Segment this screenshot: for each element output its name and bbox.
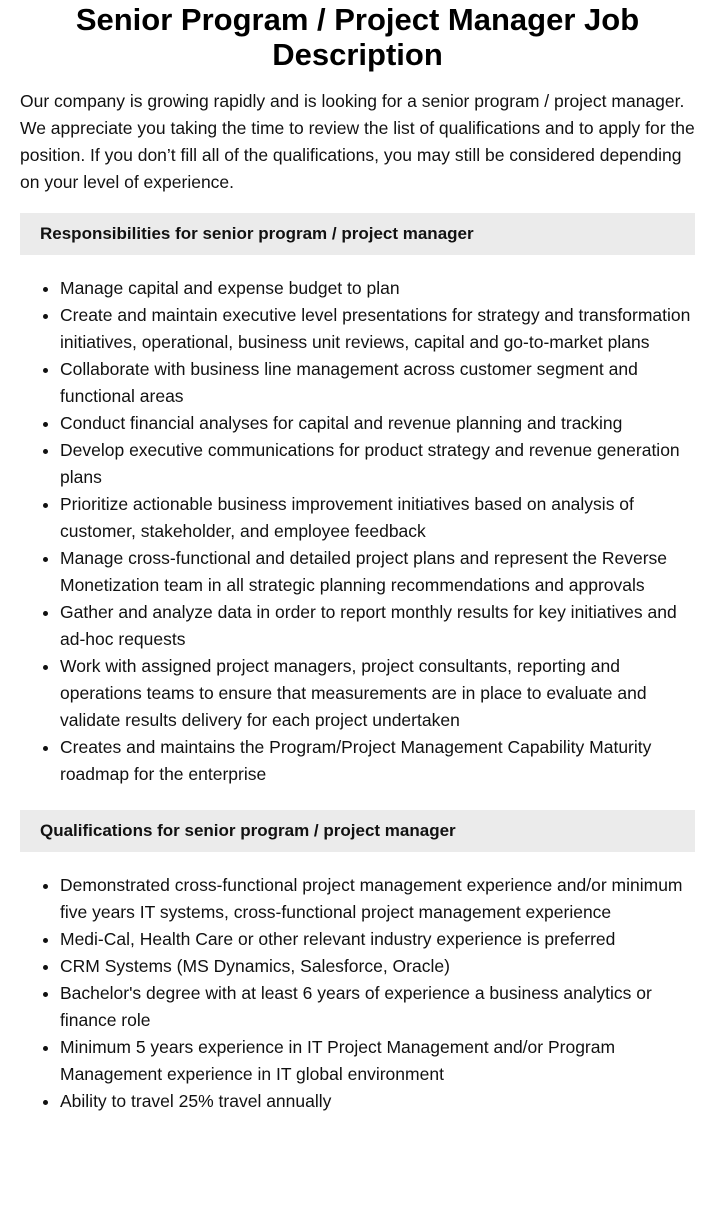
qualifications-list bbox=[20, 872, 695, 1115]
list-item: • Minimum 5 years experience in IT Project Management and/or Program Management experience in IT global environment bbox=[60, 1034, 695, 1088]
list-item: • Manage cross-functional and detailed project plans and represent the Reverse Monetization team in all strategic planning recommendations and approvals bbox=[60, 545, 695, 599]
list-item: • CRM Systems (MS Dynamics, Salesforce, Oracle) bbox=[60, 953, 695, 980]
list-item: • Medi-Cal, Health Care or other relevant industry experience is preferred bbox=[60, 926, 695, 953]
list-item: • Gather and analyze data in order to report monthly results for key initiatives and ad-hoc requests bbox=[60, 599, 695, 653]
responsibilities-list bbox=[20, 275, 695, 788]
list-item: • Work with assigned project managers, project consultants, reporting and operations teams to ensure that measurements are in place to evaluate and validate results delivery for each project undertaken bbox=[60, 653, 695, 734]
list-item: • Creates and maintains the Program/Project Management Capability Maturity roadmap for the enterprise bbox=[60, 734, 695, 788]
list-item: • Manage capital and expense budget to plan bbox=[60, 275, 695, 302]
intro-paragraph: Our company is growing rapidly and is looking for a senior program / project manager. We appreciate you taking the time to review the list of qualifications and to apply for the position. If you don’t fill all of the qualifications, you may still be considered depending on your level of experience. bbox=[20, 91, 695, 192]
list-item: • Ability to travel 25% travel annually bbox=[60, 1088, 695, 1115]
list-item: • Demonstrated cross-functional project management experience and/or minimum five years IT systems, cross-functional project management experience bbox=[60, 872, 695, 926]
responsibilities-heading: Responsibilities for senior program / project manager bbox=[20, 213, 695, 255]
list-item: • Conduct financial analyses for capital and revenue planning and tracking bbox=[60, 410, 695, 437]
list-item: • Prioritize actionable business improvement initiatives based on analysis of customer, stakeholder, and employee feedback bbox=[60, 491, 695, 545]
list-item: • Bachelor's degree with at least 6 years of experience a business analytics or finance role bbox=[60, 980, 695, 1034]
qualifications-heading: Qualifications for senior program / project manager bbox=[20, 810, 695, 852]
list-item: • Collaborate with business line management across customer segment and functional areas bbox=[60, 356, 695, 410]
page-title: Senior Program / Project Manager Job Description bbox=[75, 2, 640, 72]
list-item: • Develop executive communications for product strategy and revenue generation plans bbox=[60, 437, 695, 491]
list-item: • Create and maintain executive level presentations for strategy and transformation initiatives, operational, business unit reviews, capital and go-to-market plans bbox=[60, 302, 695, 356]
